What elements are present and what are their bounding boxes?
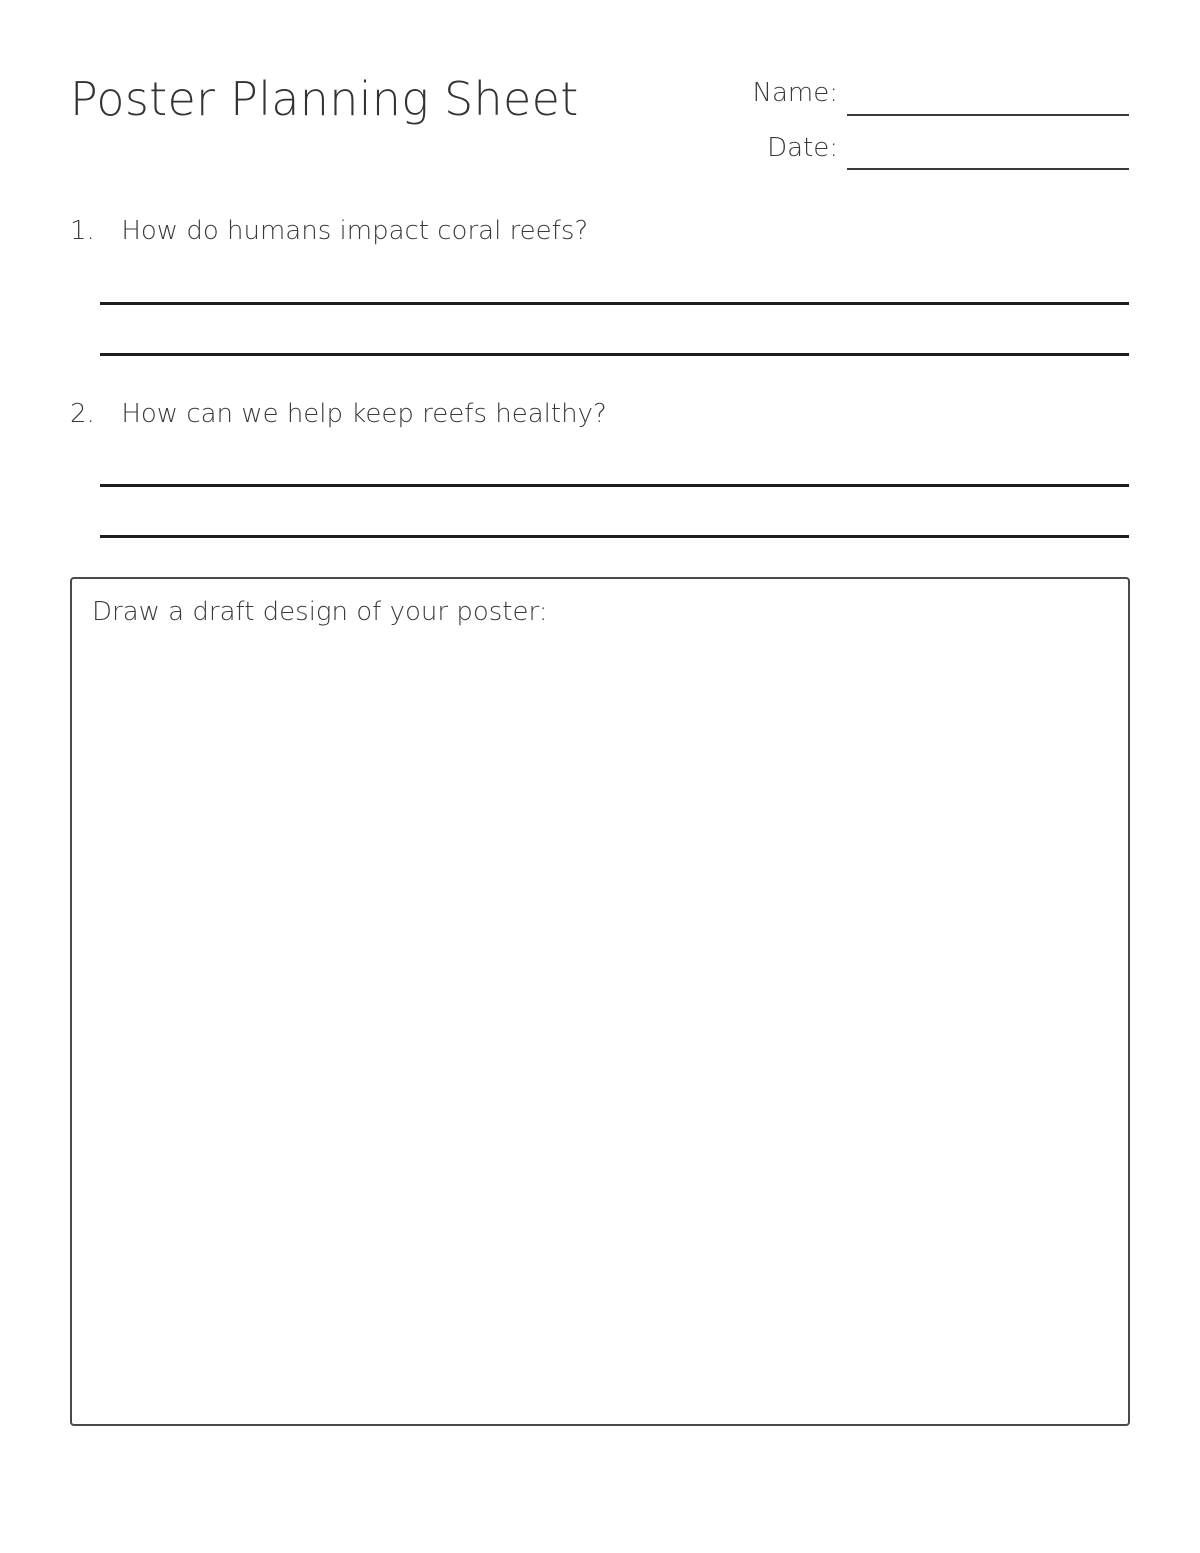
answer-line[interactable] [100,484,1129,487]
answer-line[interactable] [100,353,1129,356]
question-number: 2. [70,399,95,429]
draft-design-box[interactable] [70,577,1130,1426]
draft-design-label: Draw a draft design of your poster: [92,597,548,627]
question-number: 1. [70,216,95,246]
name-field[interactable] [847,114,1129,116]
name-label: Name: [752,78,838,108]
question-1 [70,216,588,246]
question-text: How do humans impact coral reefs? [121,216,589,246]
page-title: Poster Planning Sheet [70,72,579,126]
question-text: How can we help keep reefs healthy? [121,399,607,429]
question-2 [70,399,607,429]
answer-line[interactable] [100,535,1129,538]
answer-line[interactable] [100,302,1129,305]
date-field[interactable] [847,168,1129,170]
date-label: Date: [767,133,838,163]
